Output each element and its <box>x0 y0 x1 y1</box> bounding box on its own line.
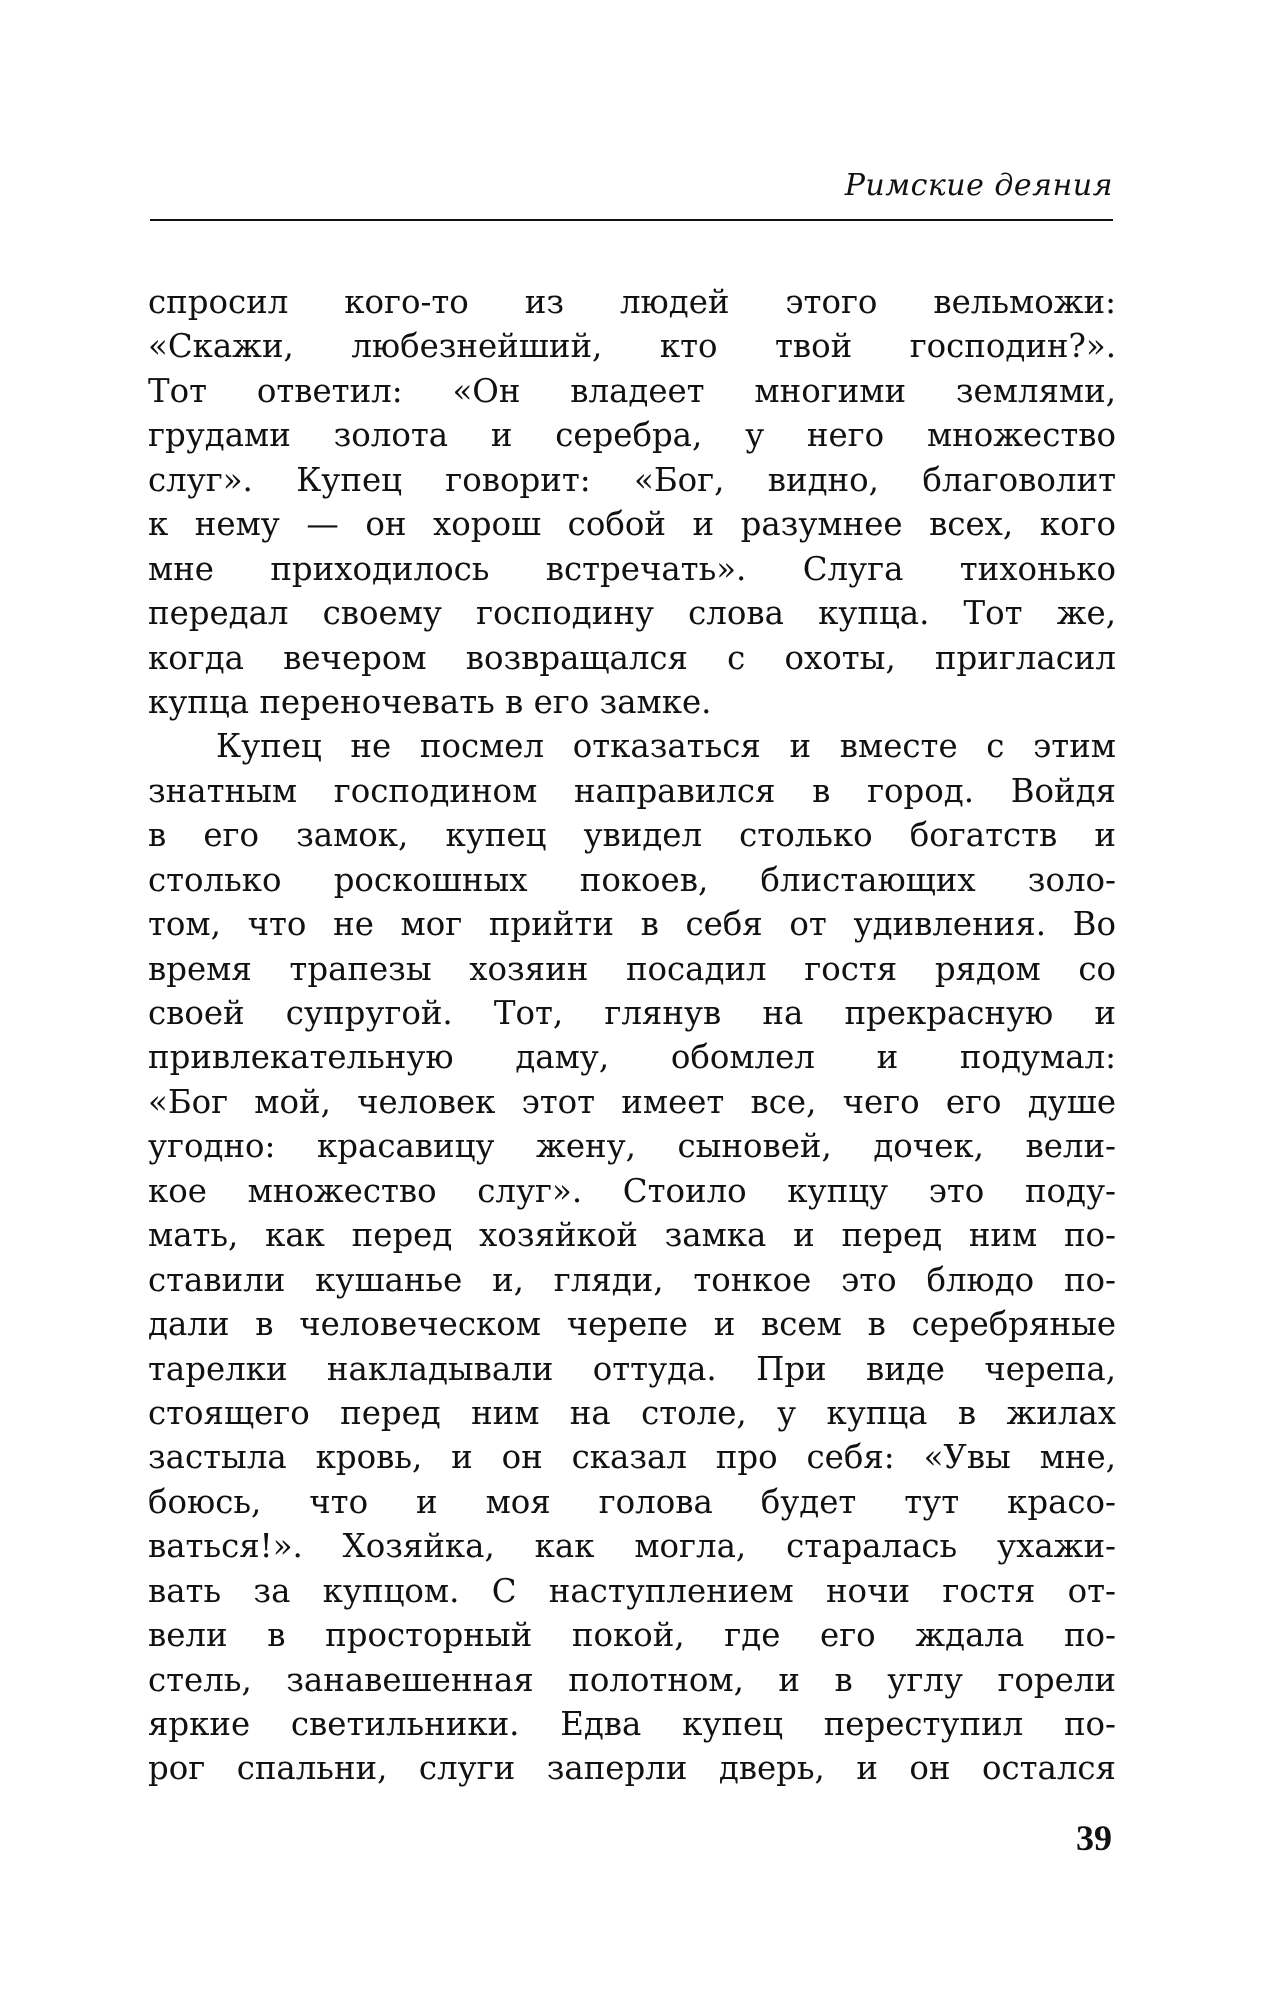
text-line: мне приходилось встречать». Слуга тихонько <box>148 549 1116 588</box>
text-line: купца переночевать в его замке. <box>148 682 712 721</box>
text-line: вать за купцом. С наступлением ночи гостя от- <box>148 1571 1116 1610</box>
text-line: мать, как перед хозяйкой замка и перед ним по- <box>148 1216 1116 1255</box>
text-line: ваться!». Хозяйка, как могла, старалась ухажи- <box>148 1527 1116 1566</box>
text-line: дали в человеческом черепе и всем в серебряные <box>148 1305 1116 1344</box>
text-line: том, что не мог прийти в себя от удивления. Во <box>148 905 1116 944</box>
text-line: столько роскошных покоев, блистающих золо- <box>148 860 1116 899</box>
header-rule <box>150 219 1113 221</box>
body-text <box>148 280 1116 1791</box>
text-line: своей супругой. Тот, глянув на прекрасную и <box>148 994 1116 1032</box>
text-line: «Бог мой, человек этот имеет все, чего его душе <box>148 1082 1116 1121</box>
text-line: угодно: красавицу жену, сыновей, дочек, вели- <box>148 1127 1116 1166</box>
text-line: боюсь, что и моя голова будет тут красо- <box>148 1482 1116 1521</box>
text-line: рог спальни, слуги заперли дверь, и он остался <box>148 1749 1116 1788</box>
text-line: к нему — он хорош собой и разумнее всех, кого <box>148 505 1116 544</box>
text-line: тарелки накладывали оттуда. При виде черепа, <box>148 1349 1116 1388</box>
text-line: когда вечером возвращался с охоты, пригласил <box>148 638 1116 677</box>
text-line: привлекательную даму, обомлел и подумал: <box>148 1038 1116 1077</box>
text-line: «Скажи, любезнейший, кто твой господин?». <box>148 327 1116 366</box>
text-line: застыла кровь, и он сказал про себя: «Увы мне, <box>148 1438 1116 1477</box>
text-line: стель, занавешенная полотном, и в углу горели <box>148 1660 1116 1699</box>
text-line: спросил кого-то из людей этого вельможи: <box>148 283 1116 321</box>
text-line: вели в просторный покой, где его ждала по- <box>148 1616 1116 1655</box>
text-line: в его замок, купец увидел столько богатств и <box>148 816 1116 855</box>
text-line: стоящего перед ним на столе, у купца в жилах <box>148 1393 1116 1432</box>
text-line: слуг». Купец говорит: «Бог, видно, благоволит <box>148 460 1116 499</box>
text-line: грудами золота и серебра, у него множество <box>148 416 1116 455</box>
text-line: яркие светильники. Едва купец переступил по- <box>148 1705 1116 1743</box>
text-line: Тот ответил: «Он владеет многими землями, <box>148 371 1116 410</box>
text-line: кое множество слуг». Стоило купцу это поду- <box>148 1171 1116 1210</box>
text-line: время трапезы хозяин посадил гостя рядом со <box>148 949 1116 988</box>
text-line: передал своему господину слова купца. Тот же, <box>148 594 1116 633</box>
text-line: ставили кушанье и, гляди, тонкое это блюдо по- <box>148 1260 1116 1299</box>
running-head: Римские деяния <box>844 168 1113 203</box>
page-number: 39 <box>1076 1818 1112 1858</box>
text-line: знатным господином направился в город. Войдя <box>148 771 1116 810</box>
paragraph-first-line: Купец не посмел отказаться и вместе с этим <box>216 727 1116 766</box>
